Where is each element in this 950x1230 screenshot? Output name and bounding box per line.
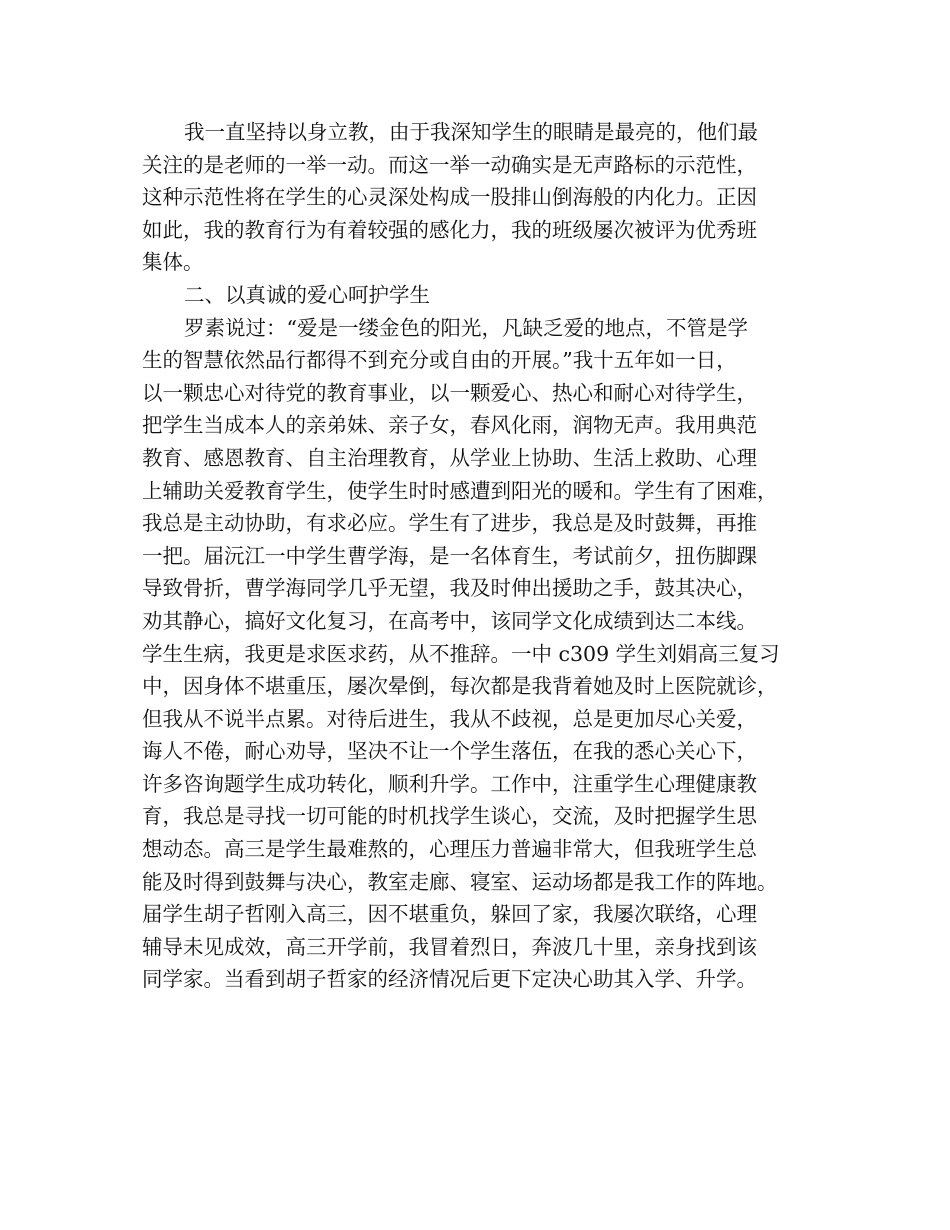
text-line: 一把。届沅江一中学生曹学海，是一名体育生，考试前夕，扭伤脚踝 bbox=[142, 543, 757, 568]
text-line: 集体。 bbox=[142, 250, 204, 275]
text-line: 中，因身体不堪重压，屡次晕倒，每次都是我背着她及时上医院就诊， bbox=[142, 674, 778, 699]
text-line: 关注的是老师的一举一动。而这一举一动确实是无声路标的示范性， bbox=[142, 152, 757, 177]
text-line: 教育、感恩教育、自主治理教育，从学业上协助、生活上救助、心理 bbox=[142, 445, 757, 470]
text-line: 想动态。高三是学生最难熬的，心理压力普遍非常大，但我班学生总 bbox=[142, 837, 757, 862]
text-line: 导致骨折，曹学海同学几乎无望，我及时伸出援助之手，鼓其决心， bbox=[142, 576, 757, 601]
text-line: 劝其静心，搞好文化复习，在高考中，该同学文化成绩到达二本线。 bbox=[142, 608, 757, 633]
text-line: 诲人不倦，耐心劝导，坚决不让一个学生落伍，在我的悉心关心下， bbox=[142, 739, 757, 764]
text-line: 我总是主动协助，有求必应。学生有了进步，我总是及时鼓舞，再推 bbox=[142, 511, 757, 536]
text-line: 同学家。当看到胡子哲家的经济情况后更下定决心助其入学、升学。 bbox=[142, 967, 757, 992]
text-line: 能及时得到鼓舞与决心，教室走廊、寝室、运动场都是我工作的阵地。 bbox=[142, 869, 778, 894]
text-line: 学生生病，我更是求医求药，从不推辞。一中 c309 学生刘娟高三复习 bbox=[142, 641, 780, 666]
document-body-text bbox=[142, 116, 832, 996]
text-line: 上辅助关爱教育学生，使学生时时感遭到阳光的暖和。学生有了困难， bbox=[142, 478, 778, 503]
text-line: 罗素说过：“爱是一缕金色的阳光，凡缺乏爱的地点，不管是学 bbox=[184, 315, 748, 340]
text-line: 把学生当成本人的亲弟妹、亲子女，春风化雨，润物无声。我用典范 bbox=[142, 413, 757, 438]
text-line: 这种示范性将在学生的心灵深处构成一股排山倒海般的内化力。正因 bbox=[142, 185, 757, 210]
text-line: 生的智慧依然品行都得不到充分或自由的开展。”我十五年如一日， bbox=[142, 348, 737, 373]
text-line: 届学生胡子哲刚入高三，因不堪重负，躲回了家，我屡次联络，心理 bbox=[142, 902, 757, 927]
text-line: 许多咨询题学生成功转化，顺利升学。工作中，注重学生心理健康教 bbox=[142, 771, 757, 796]
text-line: 辅导未见成效，高三开学前，我冒着烈日，奔波几十里，亲身找到该 bbox=[142, 934, 757, 959]
text-line: 以一颗忠心对待党的教育事业，以一颗爱心、热心和耐心对待学生， bbox=[142, 380, 757, 405]
text-line: 二、以真诚的爱心呵护学生 bbox=[184, 282, 430, 307]
text-line: 但我从不说半点累。对待后进生，我从不歧视，总是更加尽心关爱， bbox=[142, 706, 757, 731]
text-line: 育，我总是寻找一切可能的时机找学生谈心，交流，及时把握学生思 bbox=[142, 804, 757, 829]
text-line: 如此，我的教育行为有着较强的感化力，我的班级屡次被评为优秀班 bbox=[142, 217, 757, 242]
text-line: 我一直坚持以身立教，由于我深知学生的眼睛是最亮的，他们最 bbox=[184, 120, 758, 144]
